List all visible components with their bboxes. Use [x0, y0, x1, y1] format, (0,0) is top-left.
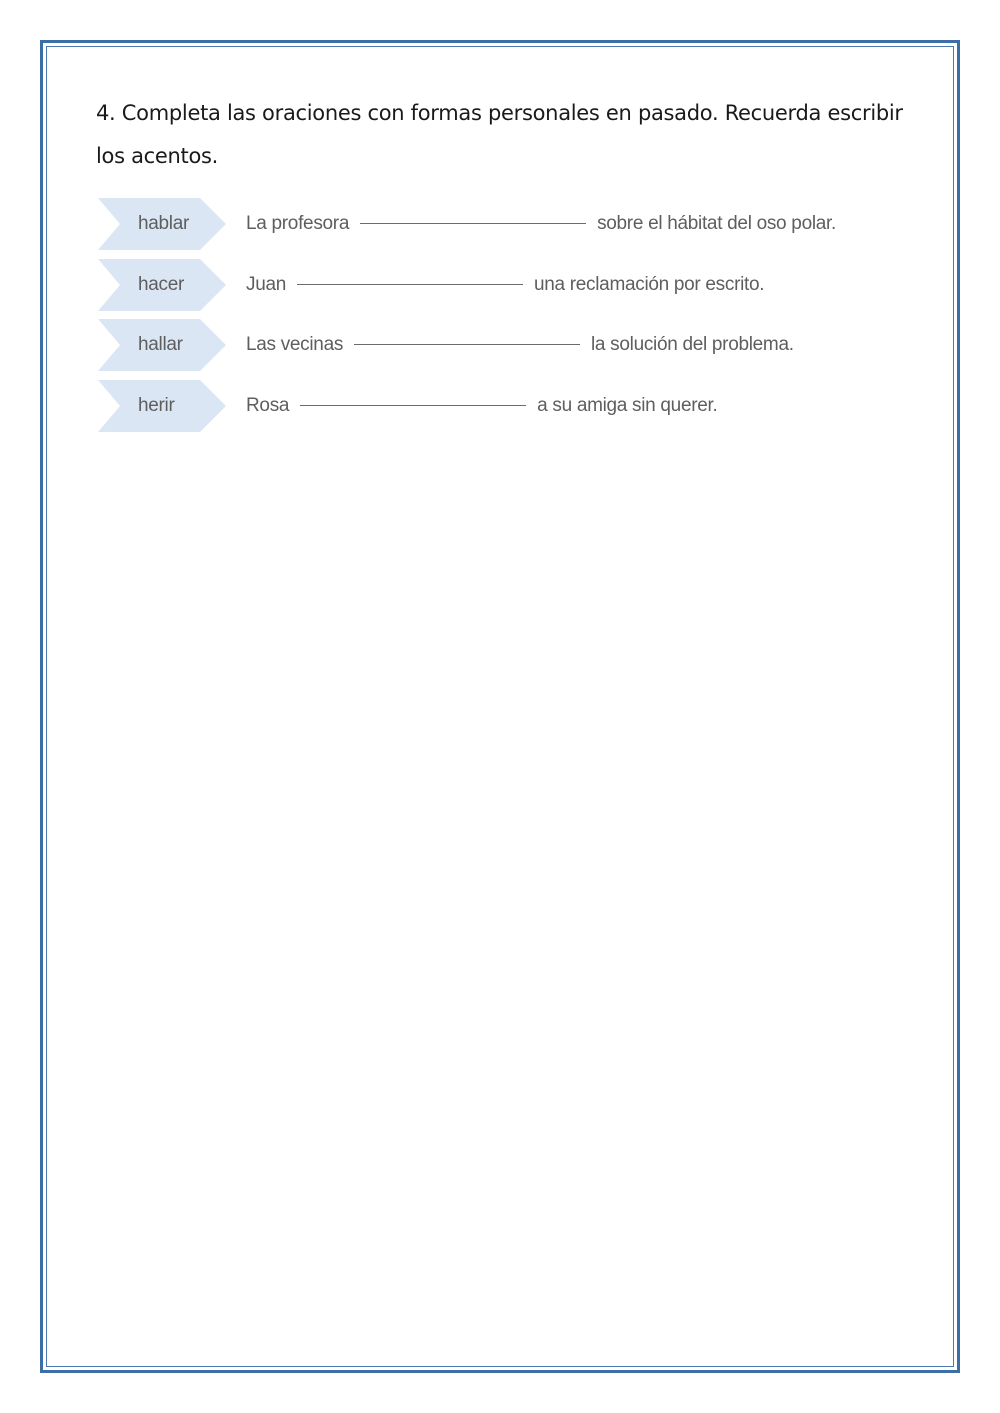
- sentence-end: una reclamación por escrito.: [533, 274, 765, 295]
- verb-label: hallar: [138, 334, 183, 355]
- sentence-start: Rosa: [246, 395, 290, 416]
- verb-label: hablar: [138, 213, 190, 234]
- sentence: [246, 198, 836, 250]
- exercise-instruction: 4. Completa las oraciones con formas personales en pasado. Recuerda escribir los acentos.: [96, 101, 903, 168]
- answer-blank[interactable]: [300, 404, 526, 406]
- answer-blank[interactable]: [297, 283, 523, 285]
- verb-label: hacer: [138, 274, 185, 295]
- sentence: [246, 319, 794, 371]
- exercise-row: [98, 198, 958, 250]
- sentence-end: a su amiga sin querer.: [537, 395, 718, 416]
- exercise-row: [98, 380, 958, 432]
- sentence-start: La profesora: [246, 213, 350, 234]
- answer-blank[interactable]: [354, 343, 580, 345]
- sentence: [246, 380, 717, 432]
- answer-blank[interactable]: [360, 222, 586, 224]
- exercise-row: [98, 259, 958, 311]
- exercise-row: [98, 319, 958, 371]
- sentence-end: sobre el hábitat del oso polar.: [597, 213, 836, 234]
- verb-label: herir: [138, 395, 175, 416]
- sentence-start: Las vecinas: [246, 334, 344, 355]
- sentence-start: Juan: [246, 274, 287, 295]
- sentence: [246, 259, 764, 311]
- sentence-end: la solución del problema.: [591, 334, 794, 355]
